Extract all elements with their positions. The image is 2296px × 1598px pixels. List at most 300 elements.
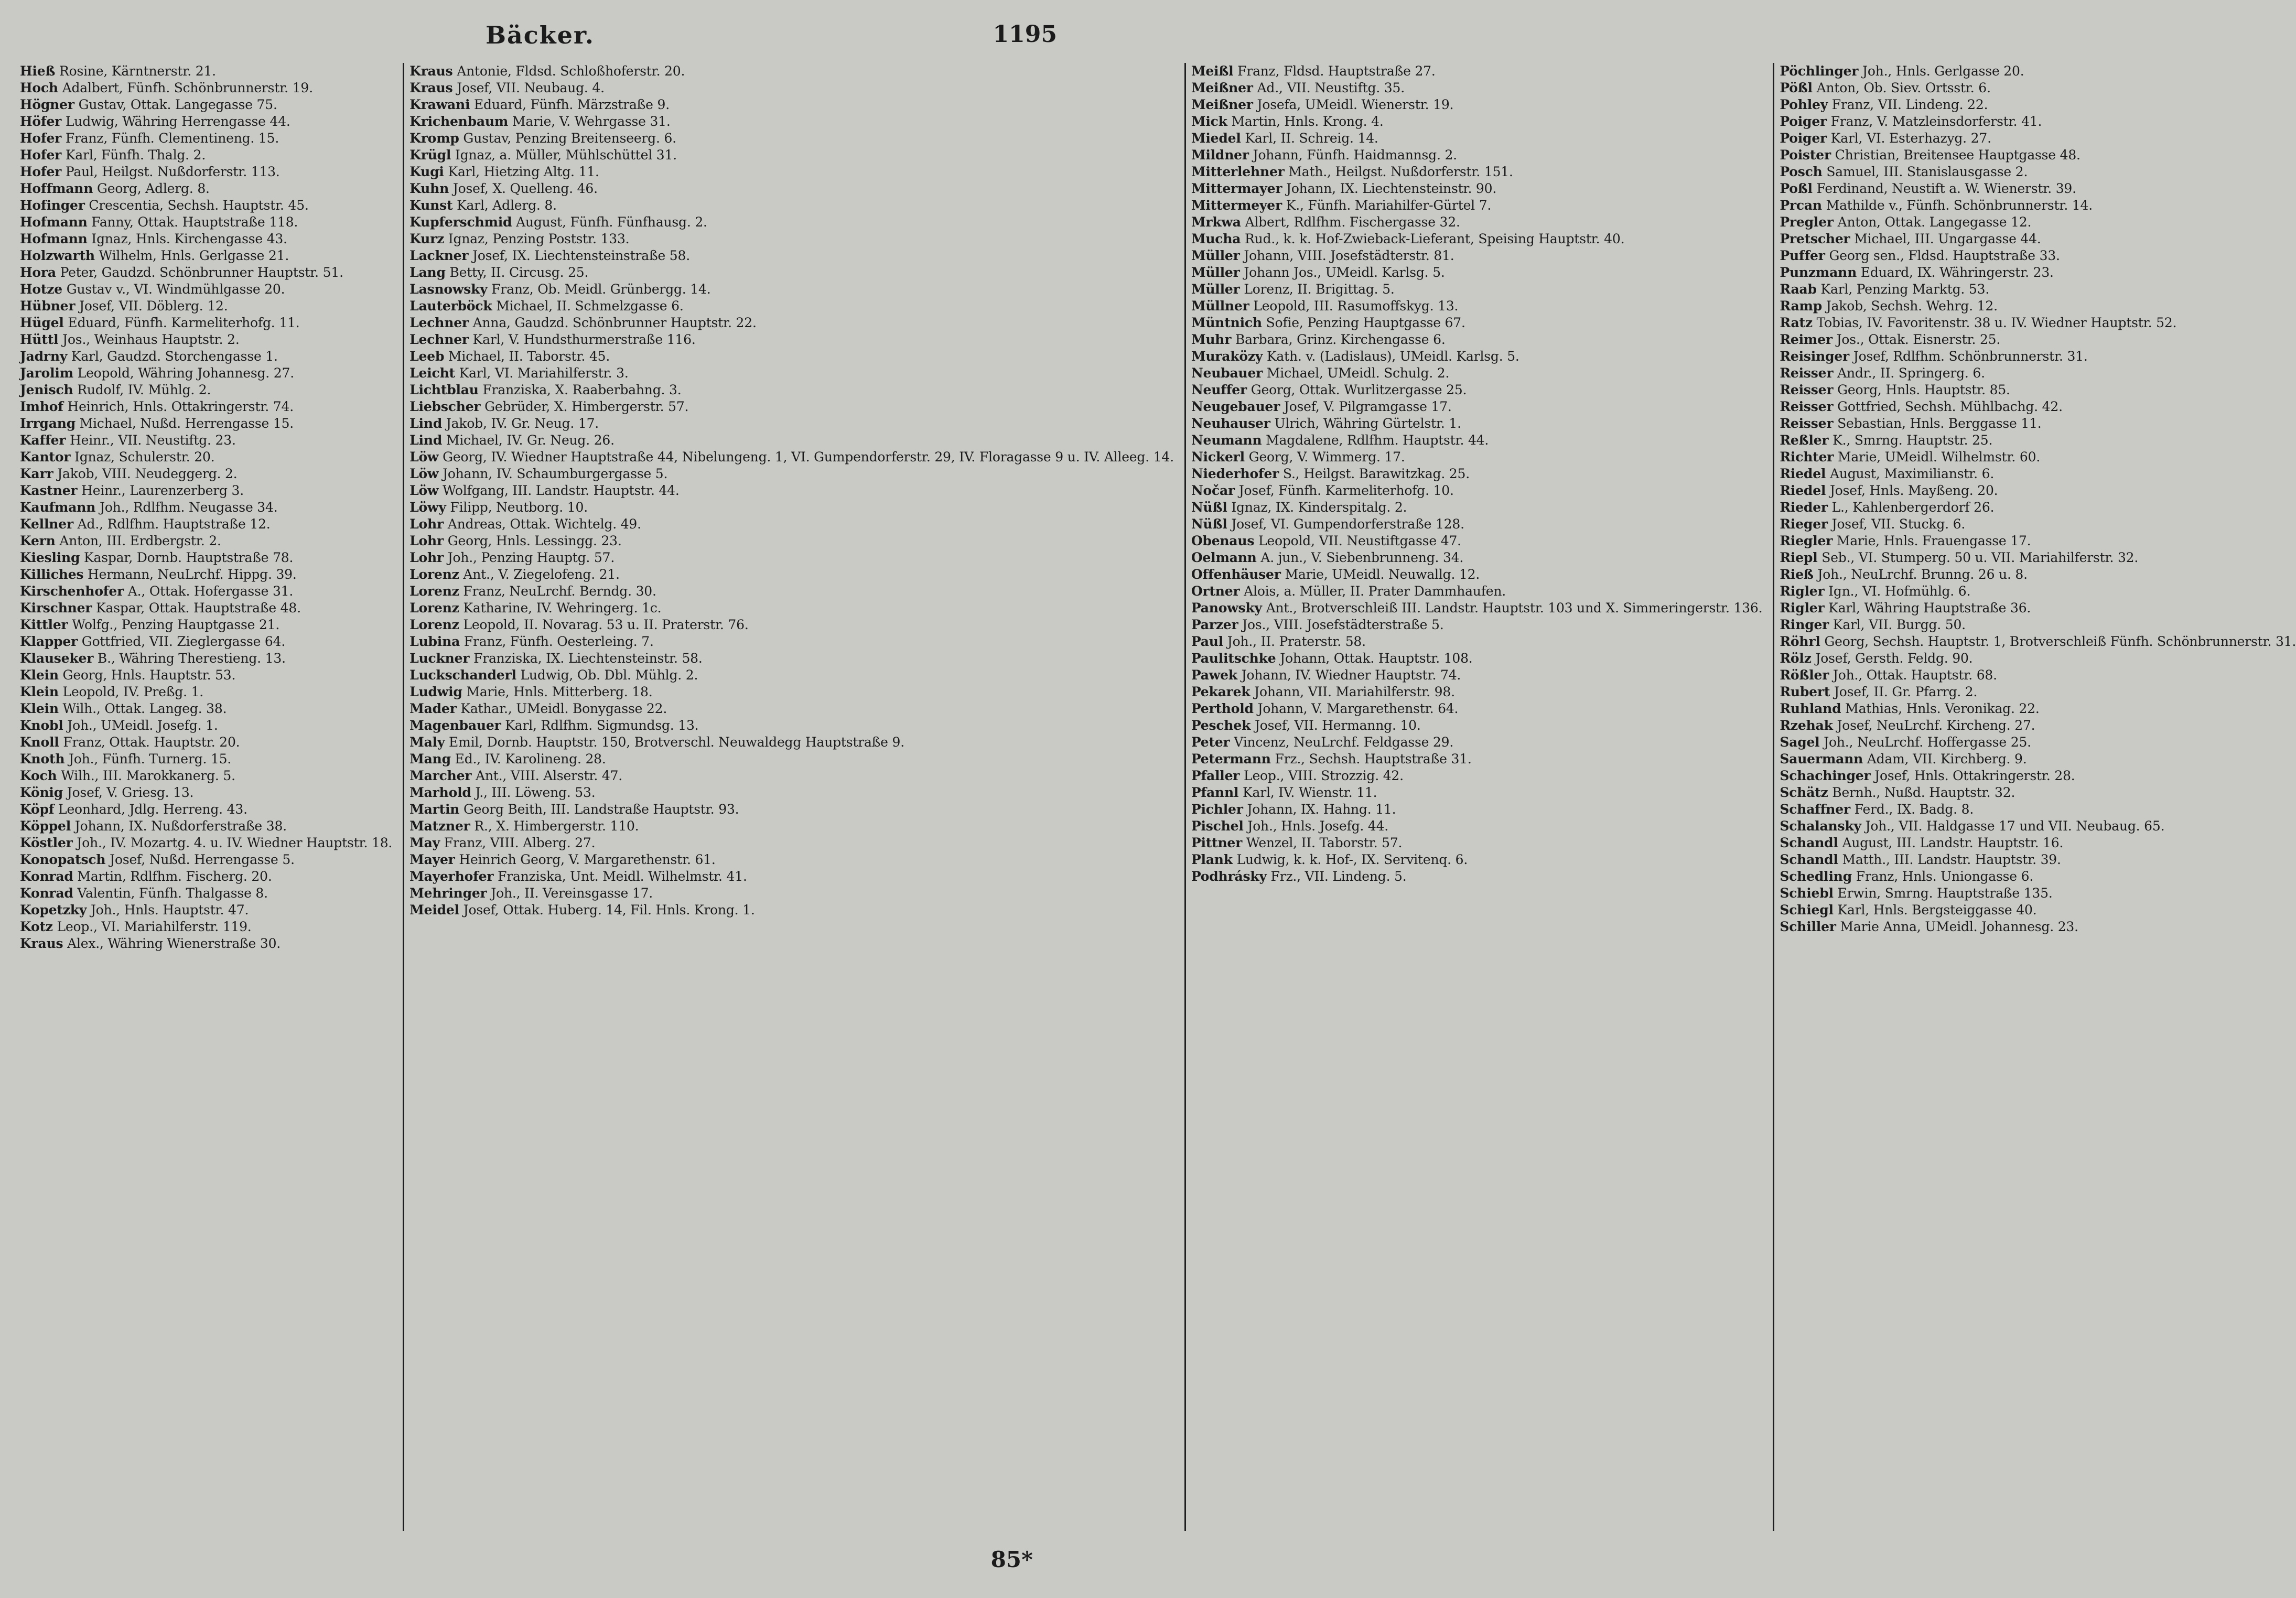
entry-name: Riepl <box>1780 550 1818 565</box>
directory-entry <box>409 315 1174 331</box>
entry-details: Heinrich, Hnls. Ottakringerstr. 74. <box>63 399 294 414</box>
entry-details: Marie, V. Wehrgasse 31. <box>508 114 671 129</box>
entry-details: Leop., VIII. Strozzig. 42. <box>1239 768 1404 783</box>
entry-name: Ratz <box>1780 315 1813 330</box>
entry-name: Kraus <box>409 63 453 79</box>
directory-entry <box>20 717 392 734</box>
directory-entry <box>20 516 392 533</box>
directory-entry <box>1191 868 1762 885</box>
entry-details: L., Kahlenbergerdorf 26. <box>1827 500 1995 515</box>
entry-details: Joh., NeuLrchf. Hoffergasse 25. <box>1819 735 2031 750</box>
directory-entry <box>1780 566 2296 583</box>
entry-details: Georg, Hnls. Hauptstr. 85. <box>1833 382 2010 397</box>
entry-details: Jakob, VIII. Neudeggerg. 2. <box>53 466 238 481</box>
directory-entry <box>409 499 1174 516</box>
entry-name: Kugi <box>409 164 444 179</box>
directory-entry <box>1191 365 1762 382</box>
entry-name: Kupferschmid <box>409 214 512 230</box>
entry-name: Schachinger <box>1780 768 1871 783</box>
entry-details: Georg, Adlerg. 8. <box>93 181 210 196</box>
entry-name: Köppel <box>20 818 71 834</box>
entry-details: Karl, Penzing Marktg. 53. <box>1816 282 1990 297</box>
entry-name: Lechner <box>409 315 469 330</box>
entry-details: Rosine, Kärntnerstr. 21. <box>55 63 216 79</box>
entry-details: Karl, Fünfh. Thalg. 2. <box>61 147 206 163</box>
entry-details: Johann, IX. Nußdorferstraße 38. <box>71 818 287 834</box>
entry-name: Reimer <box>1780 332 1833 347</box>
entry-details: Betty, II. Circusg. 25. <box>445 265 589 280</box>
entry-details: Andreas, Ottak. Wichtelg. 49. <box>443 516 641 532</box>
entry-details: Adam, VII. Kirchberg. 9. <box>1863 751 2027 766</box>
entry-name: Löw <box>409 483 439 498</box>
entry-name: Klein <box>20 667 59 683</box>
entry-details: Leopold, II. Novarag. 53 u. II. Praterstr. 76. <box>459 617 749 632</box>
entry-details: Tobias, IV. Favoritenstr. 38 u. IV. Wiedner Hauptstr. 52. <box>1812 315 2177 330</box>
entry-name: Pichler <box>1191 802 1243 817</box>
entry-name: Lind <box>409 433 443 448</box>
entry-name: Killiches <box>20 567 84 582</box>
directory-entry <box>1191 650 1762 667</box>
directory-entry <box>409 432 1174 449</box>
entry-details: Josef, Rdlfhm. Schönbrunnerstr. 31. <box>1849 349 2088 364</box>
entry-name: Kellner <box>20 516 73 532</box>
entry-name: Peter <box>1191 735 1230 750</box>
entry-name: Reisser <box>1780 382 1834 397</box>
entry-name: Ramp <box>1780 298 1823 314</box>
entry-name: Knobl <box>20 718 63 733</box>
entry-details: Fanny, Ottak. Hauptstraße 118. <box>87 214 298 230</box>
entry-details: Seb., VI. Stumperg. 50 u. VII. Mariahilferstr. 32. <box>1817 550 2139 565</box>
entry-details: Franz, Hnls. Uniongasse 6. <box>1852 869 2034 884</box>
entry-name: Pfannl <box>1191 785 1239 800</box>
entry-details: Marie, UMeidl. Wilhelmstr. 60. <box>1834 449 2041 465</box>
directory-entry <box>1191 348 1762 365</box>
entry-details: Lorenz, II. Brigittag. 5. <box>1239 282 1395 297</box>
entry-name: Pfaller <box>1191 768 1240 783</box>
entry-details: Alex., Währing Wienerstraße 30. <box>63 936 281 951</box>
directory-entry <box>20 482 392 499</box>
directory-entry <box>1191 147 1762 164</box>
directory-entry <box>409 197 1174 214</box>
directory-entry <box>409 835 1174 851</box>
directory-entry <box>1780 382 2296 398</box>
entry-name: Nočar <box>1191 483 1235 498</box>
directory-entry <box>20 851 392 868</box>
directory-entry <box>20 197 392 214</box>
entry-details: August, Maximilianstr. 6. <box>1826 466 1995 481</box>
entry-name: Höfer <box>20 114 62 129</box>
entry-details: Leonhard, Jdlg. Herreng. 43. <box>54 802 247 817</box>
entry-name: Rieder <box>1780 500 1828 515</box>
entry-name: Punzmann <box>1780 265 1857 280</box>
directory-entry <box>1780 281 2296 298</box>
directory-entry <box>409 818 1174 835</box>
entry-name: Kurz <box>409 231 445 246</box>
entry-name: Paul <box>1191 634 1224 649</box>
entry-name: Neuhauser <box>1191 416 1270 431</box>
entry-details: Karl, Währing Hauptstraße 36. <box>1824 600 2031 616</box>
entry-details: Magdalene, Rdlfhm. Hauptstr. 44. <box>1262 433 1489 448</box>
entry-name: Pohley <box>1780 97 1828 112</box>
entry-name: Schedling <box>1780 869 1852 884</box>
entry-details: Kaspar, Ottak. Hauptstraße 48. <box>92 600 301 616</box>
entry-details: Joh., Penzing Hauptg. 57. <box>443 550 615 565</box>
entry-details: Franziska, X. Raaberbahng. 3. <box>478 382 682 397</box>
entry-details: Michael, Nußd. Herrengasse 15. <box>75 416 294 431</box>
directory-entry <box>1780 466 2296 482</box>
entry-details: Josef, Nußd. Herrengasse 5. <box>105 852 295 867</box>
entry-details: Ad., VII. Neustiftg. 35. <box>1253 80 1405 95</box>
directory-entry <box>1780 919 2296 935</box>
entry-name: Rubert <box>1780 684 1830 699</box>
entry-details: Georg, Ottak. Wurlitzergasse 25. <box>1246 382 1467 397</box>
directory-entry <box>1780 63 2296 80</box>
entry-details: Albert, Rdlfhm. Fischergasse 32. <box>1241 214 1460 230</box>
entry-details: Erwin, Smrng. Hauptstraße 135. <box>1833 886 2053 901</box>
directory-entry <box>20 919 392 935</box>
entry-name: Mayer <box>409 852 455 867</box>
directory-entry <box>1780 684 2296 700</box>
directory-entry <box>409 449 1174 466</box>
entry-name: Pischel <box>1191 818 1244 834</box>
directory-entry <box>409 516 1174 533</box>
directory-entry <box>1780 365 2296 382</box>
entry-name: Köstler <box>20 835 73 850</box>
entry-name: Luckschanderl <box>409 667 516 683</box>
entry-details: Ferd., IX. Badg. 8. <box>1850 802 1974 817</box>
directory-entry <box>1191 801 1762 818</box>
directory-entry <box>20 902 392 919</box>
entry-name: Krügl <box>409 147 451 163</box>
directory-entry <box>20 180 392 197</box>
entry-details: Eduard, IX. Währingerstr. 23. <box>1857 265 2054 280</box>
directory-entry <box>20 835 392 851</box>
directory-entry <box>1780 516 2296 533</box>
directory-entry <box>409 784 1174 801</box>
entry-details: Jakob, IV. Gr. Neug. 17. <box>442 416 599 431</box>
entry-name: Neumann <box>1191 433 1262 448</box>
entry-details: Antonie, Fldsd. Schloßhoferstr. 20. <box>452 63 685 79</box>
entry-name: Klauseker <box>20 651 94 666</box>
entry-details: Jakob, Sechsh. Wehrg. 12. <box>1822 298 1998 314</box>
entry-details: Georg, V. Wimmerg. 17. <box>1244 449 1405 465</box>
entry-name: Rzehak <box>1780 718 1833 733</box>
directory-entry <box>20 449 392 466</box>
entry-name: Hübner <box>20 298 76 314</box>
entry-details: Eduard, Fünfh. Karmeliterhofg. 11. <box>63 315 300 330</box>
entry-name: Petermann <box>1191 751 1271 766</box>
directory-entry <box>409 700 1174 717</box>
entry-details: Franz, Ottak. Hauptstr. 20. <box>59 735 240 750</box>
entry-name: Hoffmann <box>20 181 93 196</box>
entry-name: Muraközy <box>1191 349 1263 364</box>
entry-details: Frz., VII. Lindeng. 5. <box>1266 869 1407 884</box>
entry-name: Riegler <box>1780 533 1833 548</box>
entry-details: Karl, Hnls. Bergsteiggasse 40. <box>1833 902 2037 917</box>
directory-entry <box>1780 398 2296 415</box>
entry-name: Klein <box>20 684 59 699</box>
entry-name: Kaufmann <box>20 500 96 515</box>
entry-details: Michael, UMeidl. Schulg. 2. <box>1263 365 1450 381</box>
directory-entry <box>1191 566 1762 583</box>
entry-name: May <box>409 835 440 850</box>
directory-entry <box>1191 851 1762 868</box>
directory-entry <box>1191 499 1762 516</box>
entry-details: Ludwig, k. k. Hof-, IX. Servitenq. 6. <box>1232 852 1468 867</box>
directory-entry <box>20 415 392 432</box>
entry-name: Mittermeyer <box>1191 198 1282 213</box>
directory-entry <box>409 734 1174 751</box>
entry-details: Michael, II. Taborstr. 45. <box>444 349 610 364</box>
entry-name: Nickerl <box>1191 449 1245 465</box>
entry-name: Paulitschke <box>1191 651 1276 666</box>
directory-entry <box>409 164 1174 180</box>
directory-entry <box>1191 331 1762 348</box>
entry-name: Lohr <box>409 533 444 548</box>
entry-details: Ferdinand, Neustift a. W. Wienerstr. 39. <box>1812 181 2076 196</box>
directory-entry <box>409 281 1174 298</box>
entry-name: König <box>20 785 63 800</box>
entry-name: Offenhäuser <box>1191 567 1281 582</box>
entry-details: Jos., Ottak. Eisnerstr. 25. <box>1832 332 2001 347</box>
directory-entry <box>1191 549 1762 566</box>
directory-entry <box>1780 851 2296 868</box>
entry-name: Müller <box>1191 248 1240 263</box>
entry-name: Schandl <box>1780 852 1838 867</box>
directory-entry <box>1780 482 2296 499</box>
entry-name: Sagel <box>1780 735 1820 750</box>
entry-name: Miedel <box>1191 131 1241 146</box>
entry-name: Kotz <box>20 919 53 934</box>
directory-entry <box>1780 868 2296 885</box>
directory-entry <box>1780 717 2296 734</box>
directory-entry <box>1191 382 1762 398</box>
entry-name: Lichtblau <box>409 382 479 397</box>
entry-details: Joh., Hnls. Gerlgasse 20. <box>1858 63 2024 79</box>
entry-details: Paul, Heilgst. Nußdorferstr. 113. <box>61 164 280 179</box>
entry-details: Heinr., Laurenzerberg 3. <box>77 483 244 498</box>
entry-details: Georg, Hnls. Lessingg. 23. <box>443 533 622 548</box>
directory-entry <box>409 868 1174 885</box>
entry-details: Kaspar, Dornb. Hauptstraße 78. <box>80 550 294 565</box>
column-2 <box>403 63 1174 1531</box>
directory-entry <box>409 583 1174 600</box>
entry-name: Hotze <box>20 282 62 297</box>
directory-entry <box>1780 533 2296 549</box>
directory-entry <box>409 851 1174 868</box>
entry-details: Ignaz, IX. Kinderspitalg. 2. <box>1227 500 1407 515</box>
directory-entry <box>20 96 392 113</box>
entry-details: Michael, III. Ungargasse 44. <box>1850 231 2041 246</box>
entry-details: B., Währing Therestieng. 13. <box>93 651 286 666</box>
entry-details: Leopold, IV. Preßg. 1. <box>58 684 204 699</box>
entry-name: Perthold <box>1191 701 1254 716</box>
entry-name: Kuhn <box>409 181 449 196</box>
directory-entry <box>1780 650 2296 667</box>
directory-entry <box>1191 667 1762 684</box>
directory-entry <box>409 180 1174 197</box>
directory-entry <box>1191 247 1762 264</box>
page-header <box>0 21 1080 58</box>
entry-name: Löw <box>409 466 439 481</box>
entry-name: Hofmann <box>20 214 88 230</box>
directory-entry <box>409 147 1174 164</box>
entry-details: Josef, Hnls. Mayßeng. 20. <box>1826 483 1998 498</box>
entry-name: Röhrl <box>1780 634 1820 649</box>
entry-name: Schiller <box>1780 919 1836 934</box>
entry-details: Johann, IV. Schaumburgergasse 5. <box>438 466 668 481</box>
entry-name: Mildner <box>1191 147 1249 163</box>
directory-entry <box>1191 700 1762 717</box>
directory-entry <box>1780 600 2296 617</box>
entry-name: Meidel <box>409 902 459 917</box>
directory-entry <box>1191 432 1762 449</box>
directory-entry <box>409 80 1174 96</box>
entry-name: Pöchlinger <box>1780 63 1859 79</box>
entry-details: Karl, VI. Mariahilferstr. 3. <box>455 365 629 381</box>
entry-details: Mathilde v., Fünfh. Schönbrunnerstr. 14. <box>1821 198 2093 213</box>
directory-entry <box>409 113 1174 130</box>
entry-details: Joh., Hnls. Josefg. 44. <box>1243 818 1389 834</box>
entry-details: Joh., UMeidl. Josefg. 1. <box>63 718 218 733</box>
entry-name: Hofer <box>20 131 62 146</box>
directory-entry <box>20 80 392 96</box>
directory-entry <box>1191 130 1762 147</box>
entry-name: Posch <box>1780 164 1823 179</box>
entry-details: Heinrich Georg, V. Margarethenstr. 61. <box>455 852 716 867</box>
directory-entry <box>1780 902 2296 919</box>
directory-entry <box>20 298 392 315</box>
entry-name: Marcher <box>409 768 472 783</box>
directory-entry <box>1780 113 2296 130</box>
entry-details: Kath. v. (Ladislaus), UMeidl. Karlsg. 5. <box>1263 349 1519 364</box>
entry-details: Karl, Gaudzd. Storchengasse 1. <box>67 349 278 364</box>
directory-entry <box>1780 549 2296 566</box>
entry-name: Prcan <box>1780 198 1822 213</box>
directory-entry <box>20 382 392 398</box>
entry-details: Ludwig, Ob. Dbl. Mühlg. 2. <box>516 667 698 683</box>
directory-entry <box>1780 147 2296 164</box>
directory-entry <box>1191 415 1762 432</box>
entry-name: Riedel <box>1780 483 1826 498</box>
entry-name: Meißner <box>1191 97 1253 112</box>
directory-entry <box>20 499 392 516</box>
directory-entry <box>1780 449 2296 466</box>
entry-name: Pawek <box>1191 667 1237 683</box>
directory-entry <box>1780 885 2296 902</box>
entry-details: Peter, Gaudzd. Schönbrunner Hauptstr. 51. <box>56 265 343 280</box>
entry-details: Joh., II. Vereinsgasse 17. <box>487 886 653 901</box>
directory-entry <box>1780 633 2296 650</box>
entry-details: Wenzel, II. Taborstr. 57. <box>1242 835 1403 850</box>
directory-entry <box>1191 751 1762 768</box>
entry-name: Imhof <box>20 399 63 414</box>
directory-entry <box>409 365 1174 382</box>
entry-details: Franz, Fünfh. Oesterleing. 7. <box>460 634 654 649</box>
entry-name: Meißner <box>1191 80 1253 95</box>
entry-details: Joh., VII. Haldgasse 17 und VII. Neubaug. 65. <box>1861 818 2165 834</box>
entry-name: Peschek <box>1191 718 1251 733</box>
entry-details: Josefa, UMeidl. Wienerstr. 19. <box>1253 97 1454 112</box>
entry-name: Rigler <box>1780 600 1825 616</box>
entry-details: Franz, Fldsd. Hauptstraße 27. <box>1233 63 1436 79</box>
entry-details: Johann, IX. Hahng. 11. <box>1243 802 1396 817</box>
directory-entry <box>409 63 1174 80</box>
directory-entry <box>1780 734 2296 751</box>
entry-details: Ludwig, Währing Herrengasse 44. <box>61 114 290 129</box>
entry-name: Kromp <box>409 131 459 146</box>
entry-name: Luckner <box>409 651 470 666</box>
entry-name: Löwy <box>409 500 446 515</box>
entry-name: Mayerhofer <box>409 869 494 884</box>
entry-name: Kraus <box>20 936 63 951</box>
entry-name: Schandl <box>1780 835 1838 850</box>
directory-entry <box>20 768 392 784</box>
directory-entry <box>409 600 1174 617</box>
entry-name: Maly <box>409 735 445 750</box>
directory-entry <box>409 650 1174 667</box>
directory-entry <box>1191 197 1762 214</box>
directory-entry <box>1191 516 1762 533</box>
entry-details: Martin, Rdlfhm. Fischerg. 20. <box>73 869 272 884</box>
directory-entry <box>1780 331 2296 348</box>
entry-name: Koch <box>20 768 57 783</box>
entry-details: Emil, Dornb. Hauptstr. 150, Brotverschl. Neuwaldegg Hauptstraße 9. <box>445 735 904 750</box>
entry-name: Irrgang <box>20 416 76 431</box>
entry-name: Panowsky <box>1191 600 1262 616</box>
entry-name: Niederhofer <box>1191 466 1279 481</box>
directory-entry <box>20 633 392 650</box>
directory-entry <box>1780 751 2296 768</box>
entry-name: Mrkwa <box>1191 214 1241 230</box>
entry-details: Gustav v., VI. Windmühlgasse 20. <box>62 282 285 297</box>
directory-entry <box>1191 80 1762 96</box>
entry-details: Josef, VII. Stuckg. 6. <box>1827 516 1966 532</box>
entry-name: Lorenz <box>409 600 459 616</box>
directory-entry <box>1780 835 2296 851</box>
entry-details: Franz, Fünfh. Clementineng. 15. <box>61 131 279 146</box>
entry-name: Klapper <box>20 634 78 649</box>
entry-details: Josef, Gersth. Feldg. 90. <box>1811 651 1973 666</box>
entry-details: Gottfried, VII. Zieglergasse 64. <box>78 634 286 649</box>
entry-name: Knoth <box>20 751 65 766</box>
directory-entry <box>1191 449 1762 466</box>
directory-entry <box>1191 533 1762 549</box>
entry-details: Vincenz, NeuLrchf. Feldgasse 29. <box>1230 735 1454 750</box>
entry-details: Johann, IX. Liechtensteinstr. 90. <box>1282 181 1497 196</box>
directory-entry <box>1191 583 1762 600</box>
entry-name: Lackner <box>409 248 469 263</box>
directory-entry <box>409 466 1174 482</box>
entry-name: Richter <box>1780 449 1834 465</box>
entry-name: Hofer <box>20 164 62 179</box>
entry-details: Joh., Rdlfhm. Neugasse 34. <box>95 500 278 515</box>
directory-entry <box>20 751 392 768</box>
entry-details: Leopold, III. Rasumoffskyg. 13. <box>1249 298 1459 314</box>
directory-entry <box>1780 617 2296 633</box>
directory-entry <box>1780 180 2296 197</box>
entry-details: Karl, IV. Wienstr. 11. <box>1238 785 1377 800</box>
directory-entry <box>409 482 1174 499</box>
entry-name: Holzwarth <box>20 248 95 263</box>
entry-details: Frz., Sechsh. Hauptstraße 31. <box>1270 751 1472 766</box>
entry-details: Wilh., Ottak. Langeg. 38. <box>58 701 227 716</box>
directory-entry <box>1780 667 2296 684</box>
directory-entry <box>409 667 1174 684</box>
entry-name: Hügel <box>20 315 64 330</box>
entry-name: Ringer <box>1780 617 1829 632</box>
entry-name: Köpf <box>20 802 55 817</box>
